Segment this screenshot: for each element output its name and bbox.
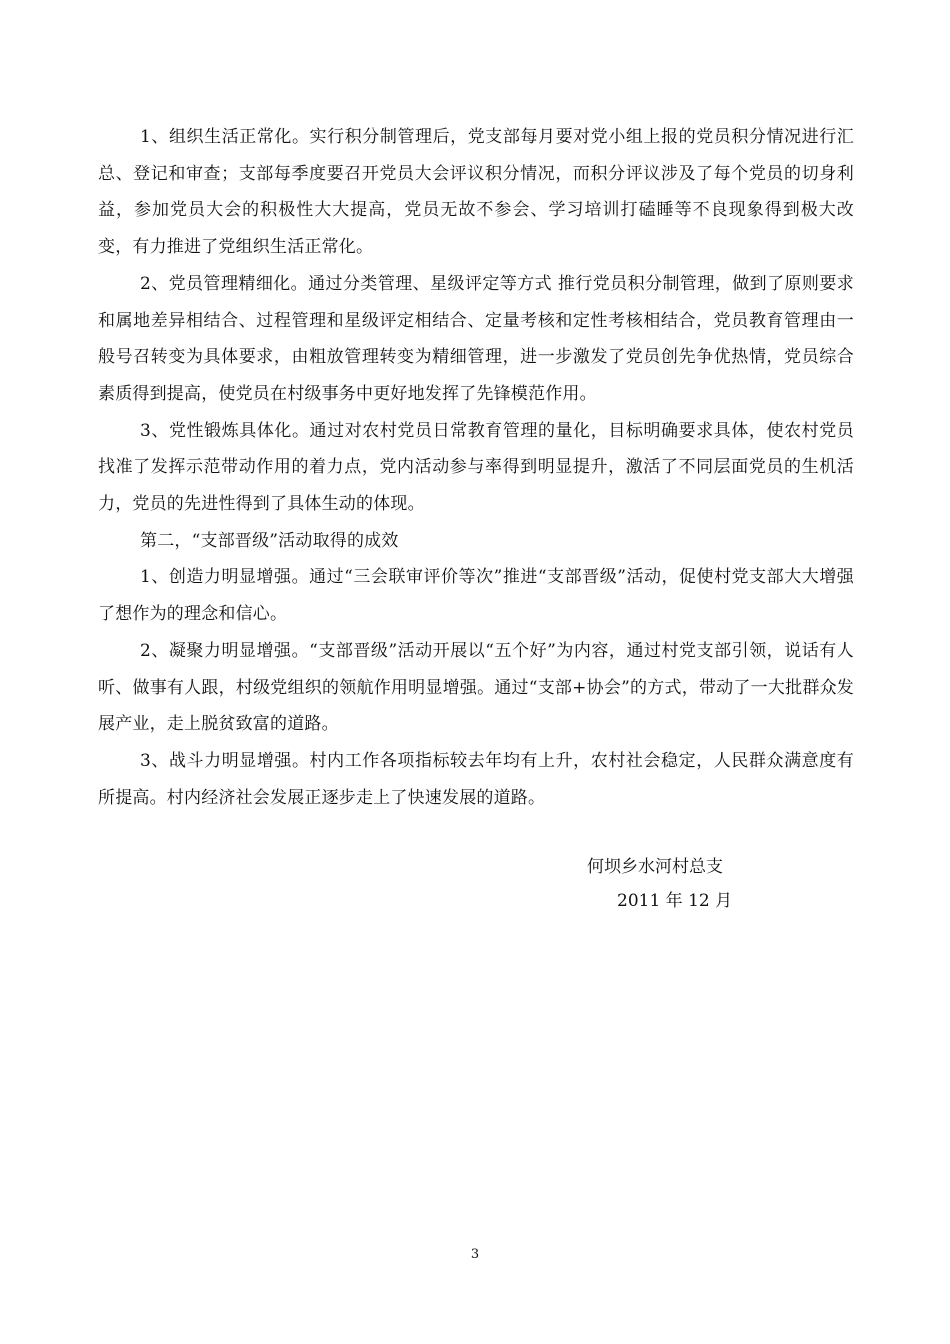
page-number: 3 bbox=[470, 1247, 480, 1262]
signature-date: 2011 年 12 月 bbox=[617, 891, 733, 911]
paragraph-organization-life: 1、组织生活正常化。实行积分制管理后，党支部每月要对党小组上报的党员积分情况进行汇总、登记和审查；支部每季度要召开党员大会评议积分情况，而积分评议涉及了每个党员的切身利益，参加党员大会的积极性大大提高，党员无故不参会、学习培训打磕睡等不良现象得到极大改变，有力推进了党组织生活正常化。 bbox=[98, 127, 854, 258]
signature-block bbox=[560, 850, 800, 918]
paragraph-member-management: 2、党员管理精细化。通过分类管理、星级评定等方式 推行党员积分制管理，做到了原则要求和属地差异相结合、过程管理和星级评定相结合、定量考核和定性考核相结合，党员教育管理由一般号召转变为具体要求，由粗放管理转变为精细管理，进一步激发了党员创先争优热情，党员综合素质得到提高，使党员在村级事务中更好地发挥了先锋模范作用。 bbox=[98, 273, 854, 404]
paragraph-creativity: 1、创造力明显增强。通过“三会联审评价等次”推进“支部晋级”活动，促使村党支部大大增强了想作为的理念和信心。 bbox=[98, 567, 854, 625]
paragraph-combat-effectiveness: 3、战斗力明显增强。村内工作各项指标较去年均有上升，农村社会稳定，人民群众满意度有所提高。村内经济社会发展正逐步走上了快速发展的道路。 bbox=[98, 750, 854, 808]
section-heading-branch-promotion: 第二，“支部晋级”活动取得的成效 bbox=[140, 530, 399, 551]
document-body bbox=[98, 119, 854, 816]
paragraph-cohesion: 2、凝聚力明显增强。“支部晋级”活动开展以“五个好”为内容，通过村党支部引领，说话有人听、做事有人跟，村级党组织的领航作用明显增强。通过“支部+协会”的方式，带动了一大批群众发展产业，走上脱贫致富的道路。 bbox=[98, 640, 854, 735]
signature-organization: 何坝乡水河村总支 bbox=[587, 857, 723, 877]
paragraph-party-spirit: 3、党性锻炼具体化。通过对农村党员日常教育管理的量化，目标明确要求具体，使农村党员找准了发挥示范带动作用的着力点，党内活动参与率得到明显提升，激活了不同层面党员的生机活力，党员的先进性得到了具体生动的体现。 bbox=[98, 420, 854, 515]
